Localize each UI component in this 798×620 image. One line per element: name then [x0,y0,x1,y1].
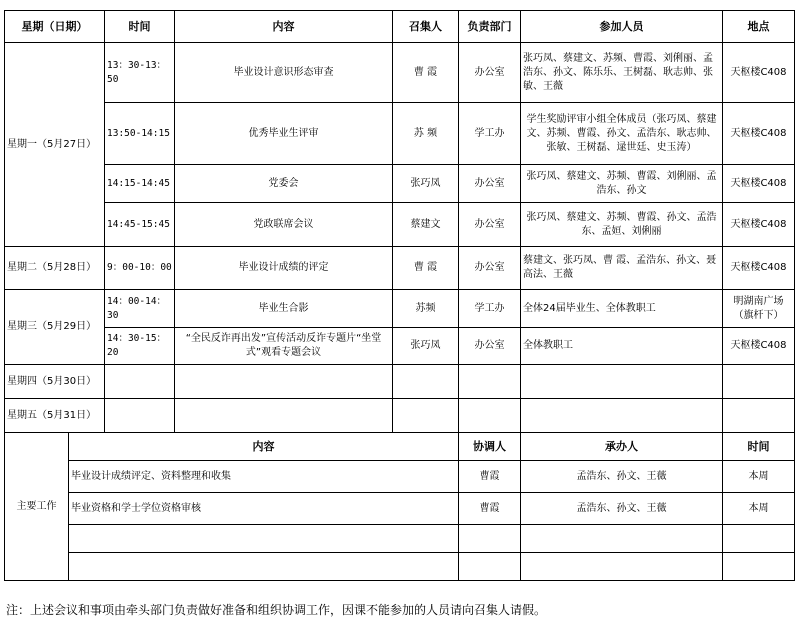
meeting-dept: 办公室 [459,203,521,247]
work-coordinator: 曹霞 [459,493,521,525]
meeting-location: 天枢楼C408 [723,247,795,290]
meeting-participants: 张巧凤、蔡建文、苏频、曹霞、刘俐丽、孟浩东、孙文 [521,165,723,203]
table-row [5,103,795,165]
meeting-dept: 办公室 [459,247,521,290]
empty-cell [69,525,459,553]
table-row [5,165,795,203]
table-row [5,493,795,525]
meeting-location: 天枢楼C408 [723,203,795,247]
meeting-location: 明湖南广场（旗杆下） [723,290,795,328]
header-time: 时间 [105,11,175,43]
meeting-dept: 办公室 [459,165,521,203]
meeting-content: 党委会 [175,165,393,203]
meeting-time: 13:50-14:15 [105,103,175,165]
meeting-location: 天枢楼C408 [723,103,795,165]
empty-cell [393,365,459,399]
header-day: 星期（日期） [5,11,105,43]
meeting-dept: 办公室 [459,43,521,103]
empty-cell [723,399,795,433]
work-handler: 孟浩东、孙文、王薇 [521,493,723,525]
empty-cell [521,399,723,433]
meeting-convener: 苏 频 [393,103,459,165]
meeting-content: 毕业设计成绩的评定 [175,247,393,290]
work-header-coordinator: 协调人 [459,433,521,461]
meeting-content: 毕业设计意识形态审查 [175,43,393,103]
empty-cell [521,365,723,399]
work-header-handler: 承办人 [521,433,723,461]
meeting-participants: 蔡建文、张巧凤、曹 霞、孟浩东、孙文、聂高法、王薇 [521,247,723,290]
header-convener: 召集人 [393,11,459,43]
meeting-dept: 办公室 [459,328,521,365]
table-row [5,553,795,581]
table-row [5,328,795,365]
meeting-participants: 全体24届毕业生、全体教职工 [521,290,723,328]
meeting-location: 天枢楼C408 [723,328,795,365]
meeting-content: 毕业生合影 [175,290,393,328]
table-row [5,461,795,493]
meeting-content: 党政联席会议 [175,203,393,247]
meeting-time: 14:15-14:45 [105,165,175,203]
header-content: 内容 [175,11,393,43]
meeting-convener: 蔡建文 [393,203,459,247]
table-row [5,43,795,103]
header-row [5,11,795,43]
day-cell-thu: 星期四（5月30日） [5,365,105,399]
work-content: 毕业资格和学士学位资格审核 [69,493,459,525]
empty-cell [175,399,393,433]
table-row [5,247,795,290]
meeting-convener: 张巧凤 [393,328,459,365]
work-content: 毕业设计成绩评定、资料整理和收集 [69,461,459,493]
meeting-participants: 张巧凤、蔡建文、苏频、曹霞、刘俐丽、孟浩东、孙文、陈乐乐、王树磊、耿志帅、张敏、王薇 [521,43,723,103]
header-dept: 负责部门 [459,11,521,43]
empty-cell [393,399,459,433]
meeting-content: 优秀毕业生评审 [175,103,393,165]
empty-cell [521,553,723,581]
meeting-convener: 苏频 [393,290,459,328]
meeting-convener: 曹 霞 [393,247,459,290]
meeting-dept: 学工办 [459,103,521,165]
meeting-participants: 学生奖励评审小组全体成员（张巧凤、蔡建文、苏频、曹霞、孙文、孟浩东、耿志帅、张敏、王树磊、逯世廷、史玉涛） [521,103,723,165]
empty-cell [459,365,521,399]
empty-cell [459,399,521,433]
header-location: 地点 [723,11,795,43]
header-participants: 参加人员 [521,11,723,43]
table-row [5,290,795,328]
meeting-convener: 张巧凤 [393,165,459,203]
work-time: 本周 [723,493,795,525]
meeting-time: 14:45-15:45 [105,203,175,247]
meeting-time: 14：30-15：20 [105,328,175,365]
empty-cell [723,525,795,553]
meeting-location: 天枢楼C408 [723,165,795,203]
day-cell-wed: 星期三（5月29日） [5,290,105,365]
meeting-convener: 曹 霞 [393,43,459,103]
meeting-participants: 全体教职工 [521,328,723,365]
weekly-schedule-table [4,10,795,581]
work-coordinator: 曹霞 [459,461,521,493]
day-cell-tue: 星期二（5月28日） [5,247,105,290]
work-header-content: 内容 [69,433,459,461]
table-row [5,203,795,247]
meeting-participants: 张巧凤、蔡建文、苏频、曹霞、孙文、孟浩东、孟姮、刘俐丽 [521,203,723,247]
meeting-location: 天枢楼C408 [723,43,795,103]
empty-cell [175,365,393,399]
work-handler: 孟浩东、孙文、王薇 [521,461,723,493]
work-header-row [5,433,795,461]
table-row [5,399,795,433]
empty-cell [459,553,521,581]
empty-cell [105,365,175,399]
empty-cell [69,553,459,581]
footnote: 注：上述会议和事项由牵头部门负责做好准备和组织协调工作，因课不能参加的人员请向召集人请假。 [6,603,547,617]
empty-cell [723,365,795,399]
empty-cell [723,553,795,581]
work-label: 主要工作 [5,433,69,581]
empty-cell [521,525,723,553]
day-cell-mon: 星期一（5月27日） [5,43,105,247]
day-cell-fri: 星期五（5月31日） [5,399,105,433]
empty-cell [459,525,521,553]
empty-cell [105,399,175,433]
table-row [5,525,795,553]
work-time: 本周 [723,461,795,493]
meeting-dept: 学工办 [459,290,521,328]
table-row [5,365,795,399]
meeting-time: 14：00-14：30 [105,290,175,328]
meeting-time: 9：00-10：00 [105,247,175,290]
work-header-time: 时间 [723,433,795,461]
meeting-content: “全民反诈再出发”宣传活动反诈专题片“坐堂式”观看专题会议 [175,328,393,365]
meeting-time: 13：30-13：50 [105,43,175,103]
